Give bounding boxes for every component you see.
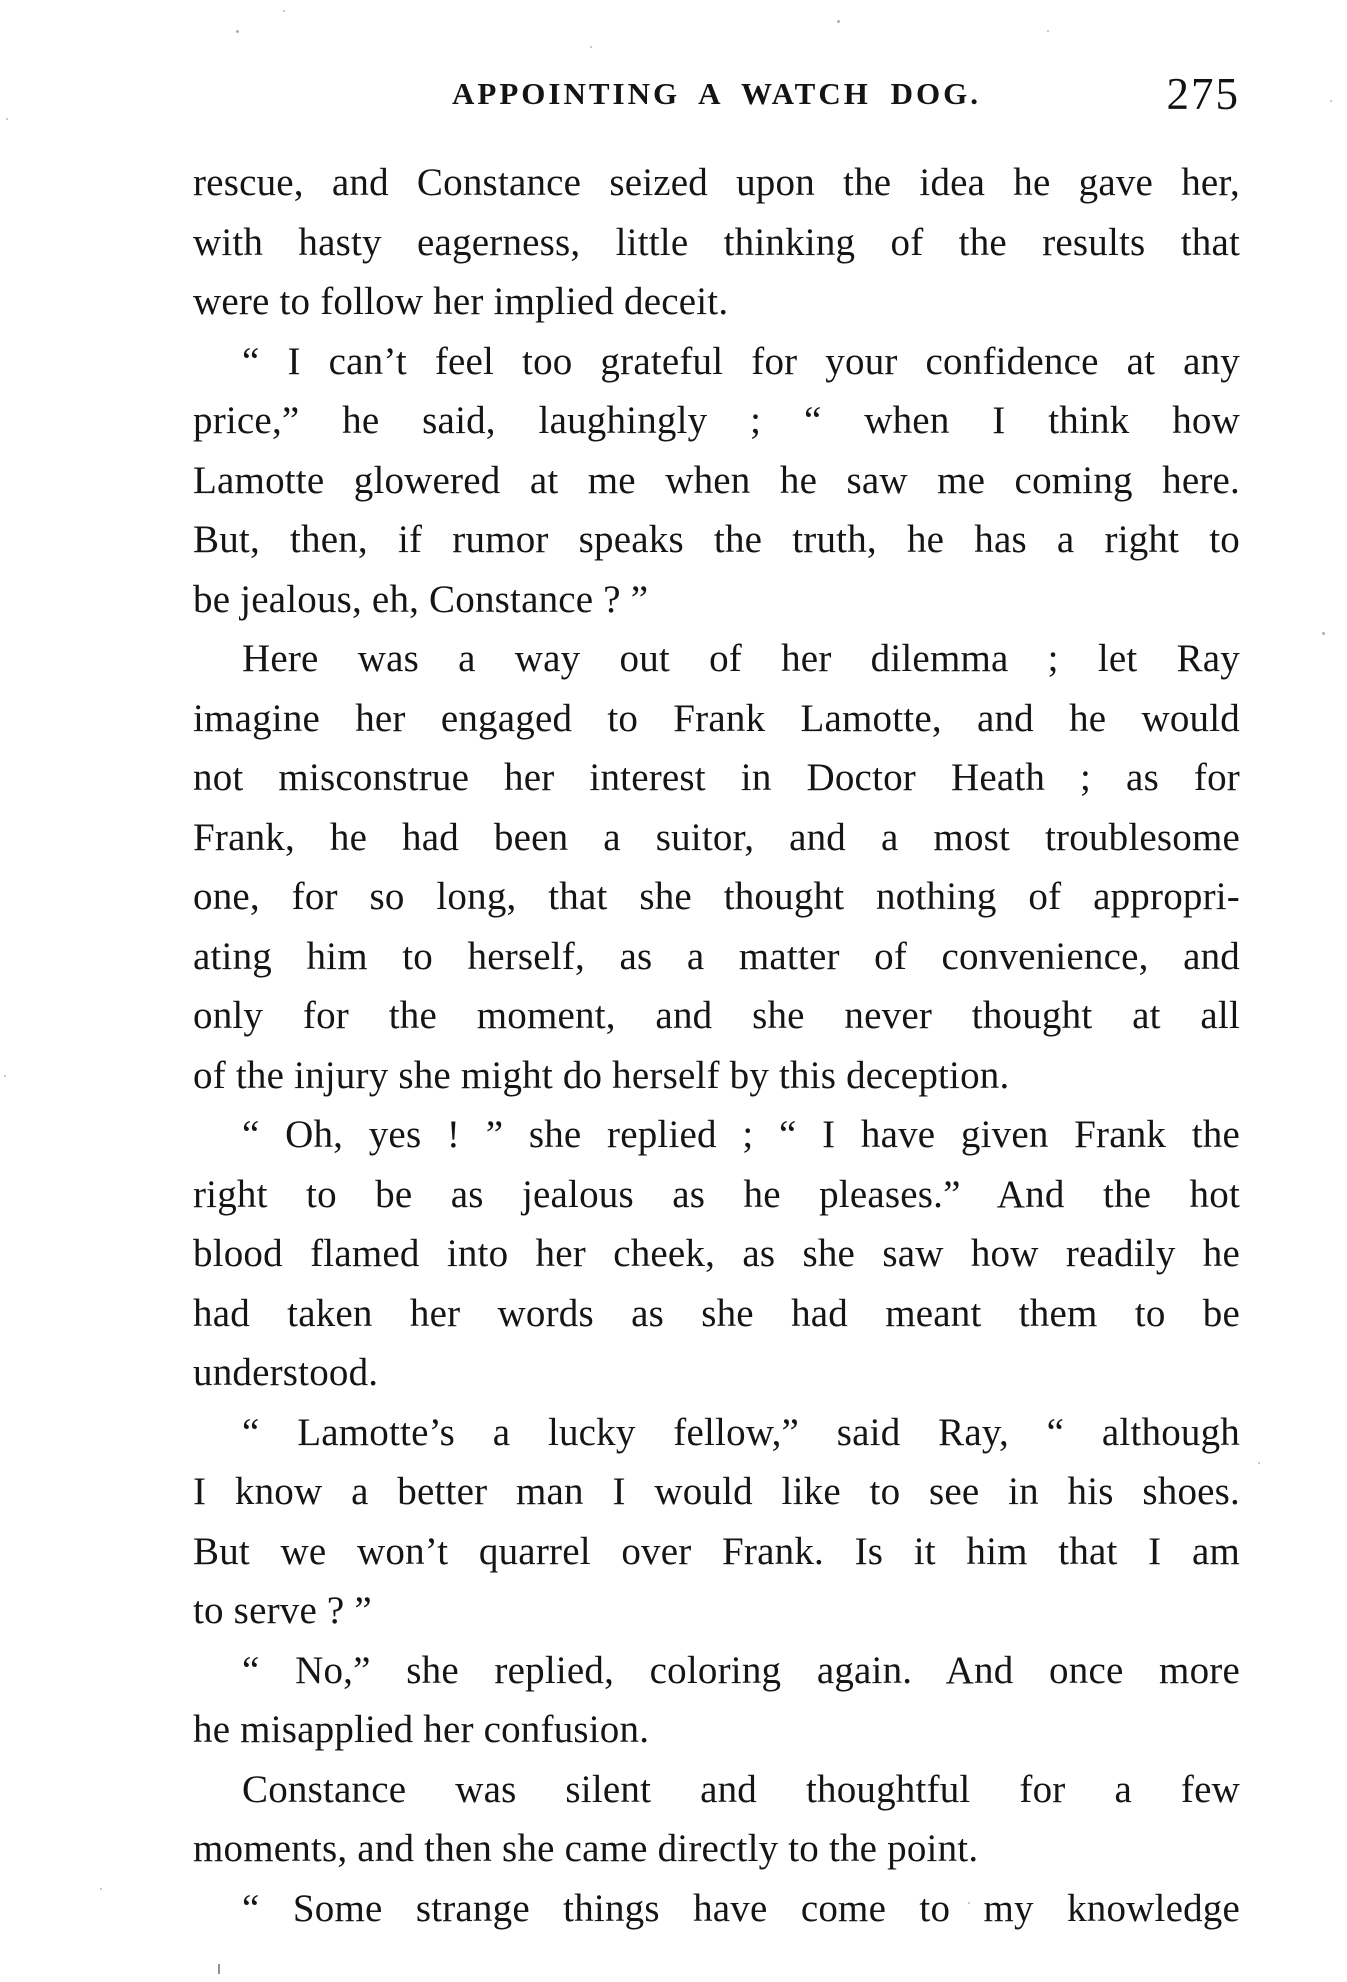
text-line: price,” he said, laughingly ; “ when I think how	[193, 399, 1240, 442]
scan-speck	[100, 1888, 102, 1890]
text-line: understood.	[193, 1351, 379, 1394]
text-line: “ I can’t feel too grateful for your confidence at any	[242, 339, 1240, 383]
text-line: But we won’t quarrel over Frank. Is it him that I am	[193, 1529, 1240, 1573]
text-line: imagine her engaged to Frank Lamotte, and he would	[193, 696, 1240, 740]
text-line: with hasty eagerness, little thinking of the results that	[193, 220, 1240, 264]
scan-speck	[1330, 100, 1332, 102]
scan-speck	[1047, 30, 1049, 32]
text-line: Here was a way out of her dilemma ; let Ray	[242, 637, 1240, 680]
text-line: of the injury she might do herself by this deception.	[193, 1053, 1010, 1097]
paragraph	[193, 1105, 1240, 1403]
text-line: had taken her words as she had meant them to be	[193, 1291, 1240, 1335]
body-text	[193, 153, 1240, 1938]
text-line: “ Oh, yes ! ” she replied ; “ I have given Frank the	[242, 1113, 1240, 1156]
text-line: “ Some strange things have come to my knowledge	[242, 1886, 1240, 1930]
text-line: But, then, if rumor speaks the truth, he has a right to	[193, 518, 1240, 561]
text-line: Lamotte glowered at me when he saw me coming here.	[193, 458, 1240, 502]
scan-speck	[283, 10, 285, 12]
running-title: APPOINTING A WATCH DOG.	[452, 76, 981, 111]
text-line: not misconstrue her interest in Doctor Heath ; as for	[193, 756, 1240, 799]
running-header	[193, 69, 1240, 119]
text-line: Constance was silent and thoughtful for a few	[242, 1767, 1240, 1811]
text-line: to serve ? ”	[193, 1589, 372, 1632]
paragraph	[193, 1641, 1240, 1760]
text-line: be jealous, eh, Constance ? ”	[193, 577, 649, 621]
text-line: I know a better man I would like to see in his shoes.	[193, 1470, 1240, 1513]
text-line: ating him to herself, as a matter of convenience, and	[193, 934, 1240, 978]
scan-tick	[218, 1964, 220, 1974]
scan-speck	[1322, 632, 1325, 635]
scan-speck	[590, 46, 592, 48]
scan-speck	[4, 1075, 6, 1077]
scan-speck	[968, 1902, 970, 1904]
scan-speck	[837, 20, 840, 23]
paragraph	[193, 153, 1240, 332]
scan-speck	[6, 118, 8, 120]
text-line: Frank, he had been a suitor, and a most troublesome	[193, 815, 1240, 859]
paragraph	[193, 1403, 1240, 1641]
text-line: blood flamed into her cheek, as she saw how readily he	[193, 1232, 1240, 1275]
text-line: “ Lamotte’s a lucky fellow,” said Ray, “ although	[242, 1410, 1240, 1454]
text-line: one, for so long, that she thought nothing of appropri-	[193, 875, 1240, 918]
paragraph	[193, 1760, 1240, 1879]
text-line: moments, and then she came directly to the point.	[193, 1827, 979, 1870]
paragraph	[193, 629, 1240, 1105]
text-line: he misapplied her confusion.	[193, 1708, 650, 1751]
text-line: “ No,” she replied, coloring again. And once more	[242, 1648, 1240, 1692]
text-line: only for the moment, and she never thought at all	[193, 994, 1240, 1037]
paragraph	[193, 332, 1240, 630]
paragraph	[193, 1879, 1240, 1939]
text-line: right to be as jealous as he pleases.” And the hot	[193, 1172, 1240, 1216]
text-line: rescue, and Constance seized upon the idea he gave her,	[193, 161, 1240, 204]
scan-speck	[236, 30, 239, 33]
text-line: were to follow her implied deceit.	[193, 280, 729, 323]
scan-speck	[1258, 1462, 1260, 1464]
page-number: 275	[1166, 69, 1240, 119]
